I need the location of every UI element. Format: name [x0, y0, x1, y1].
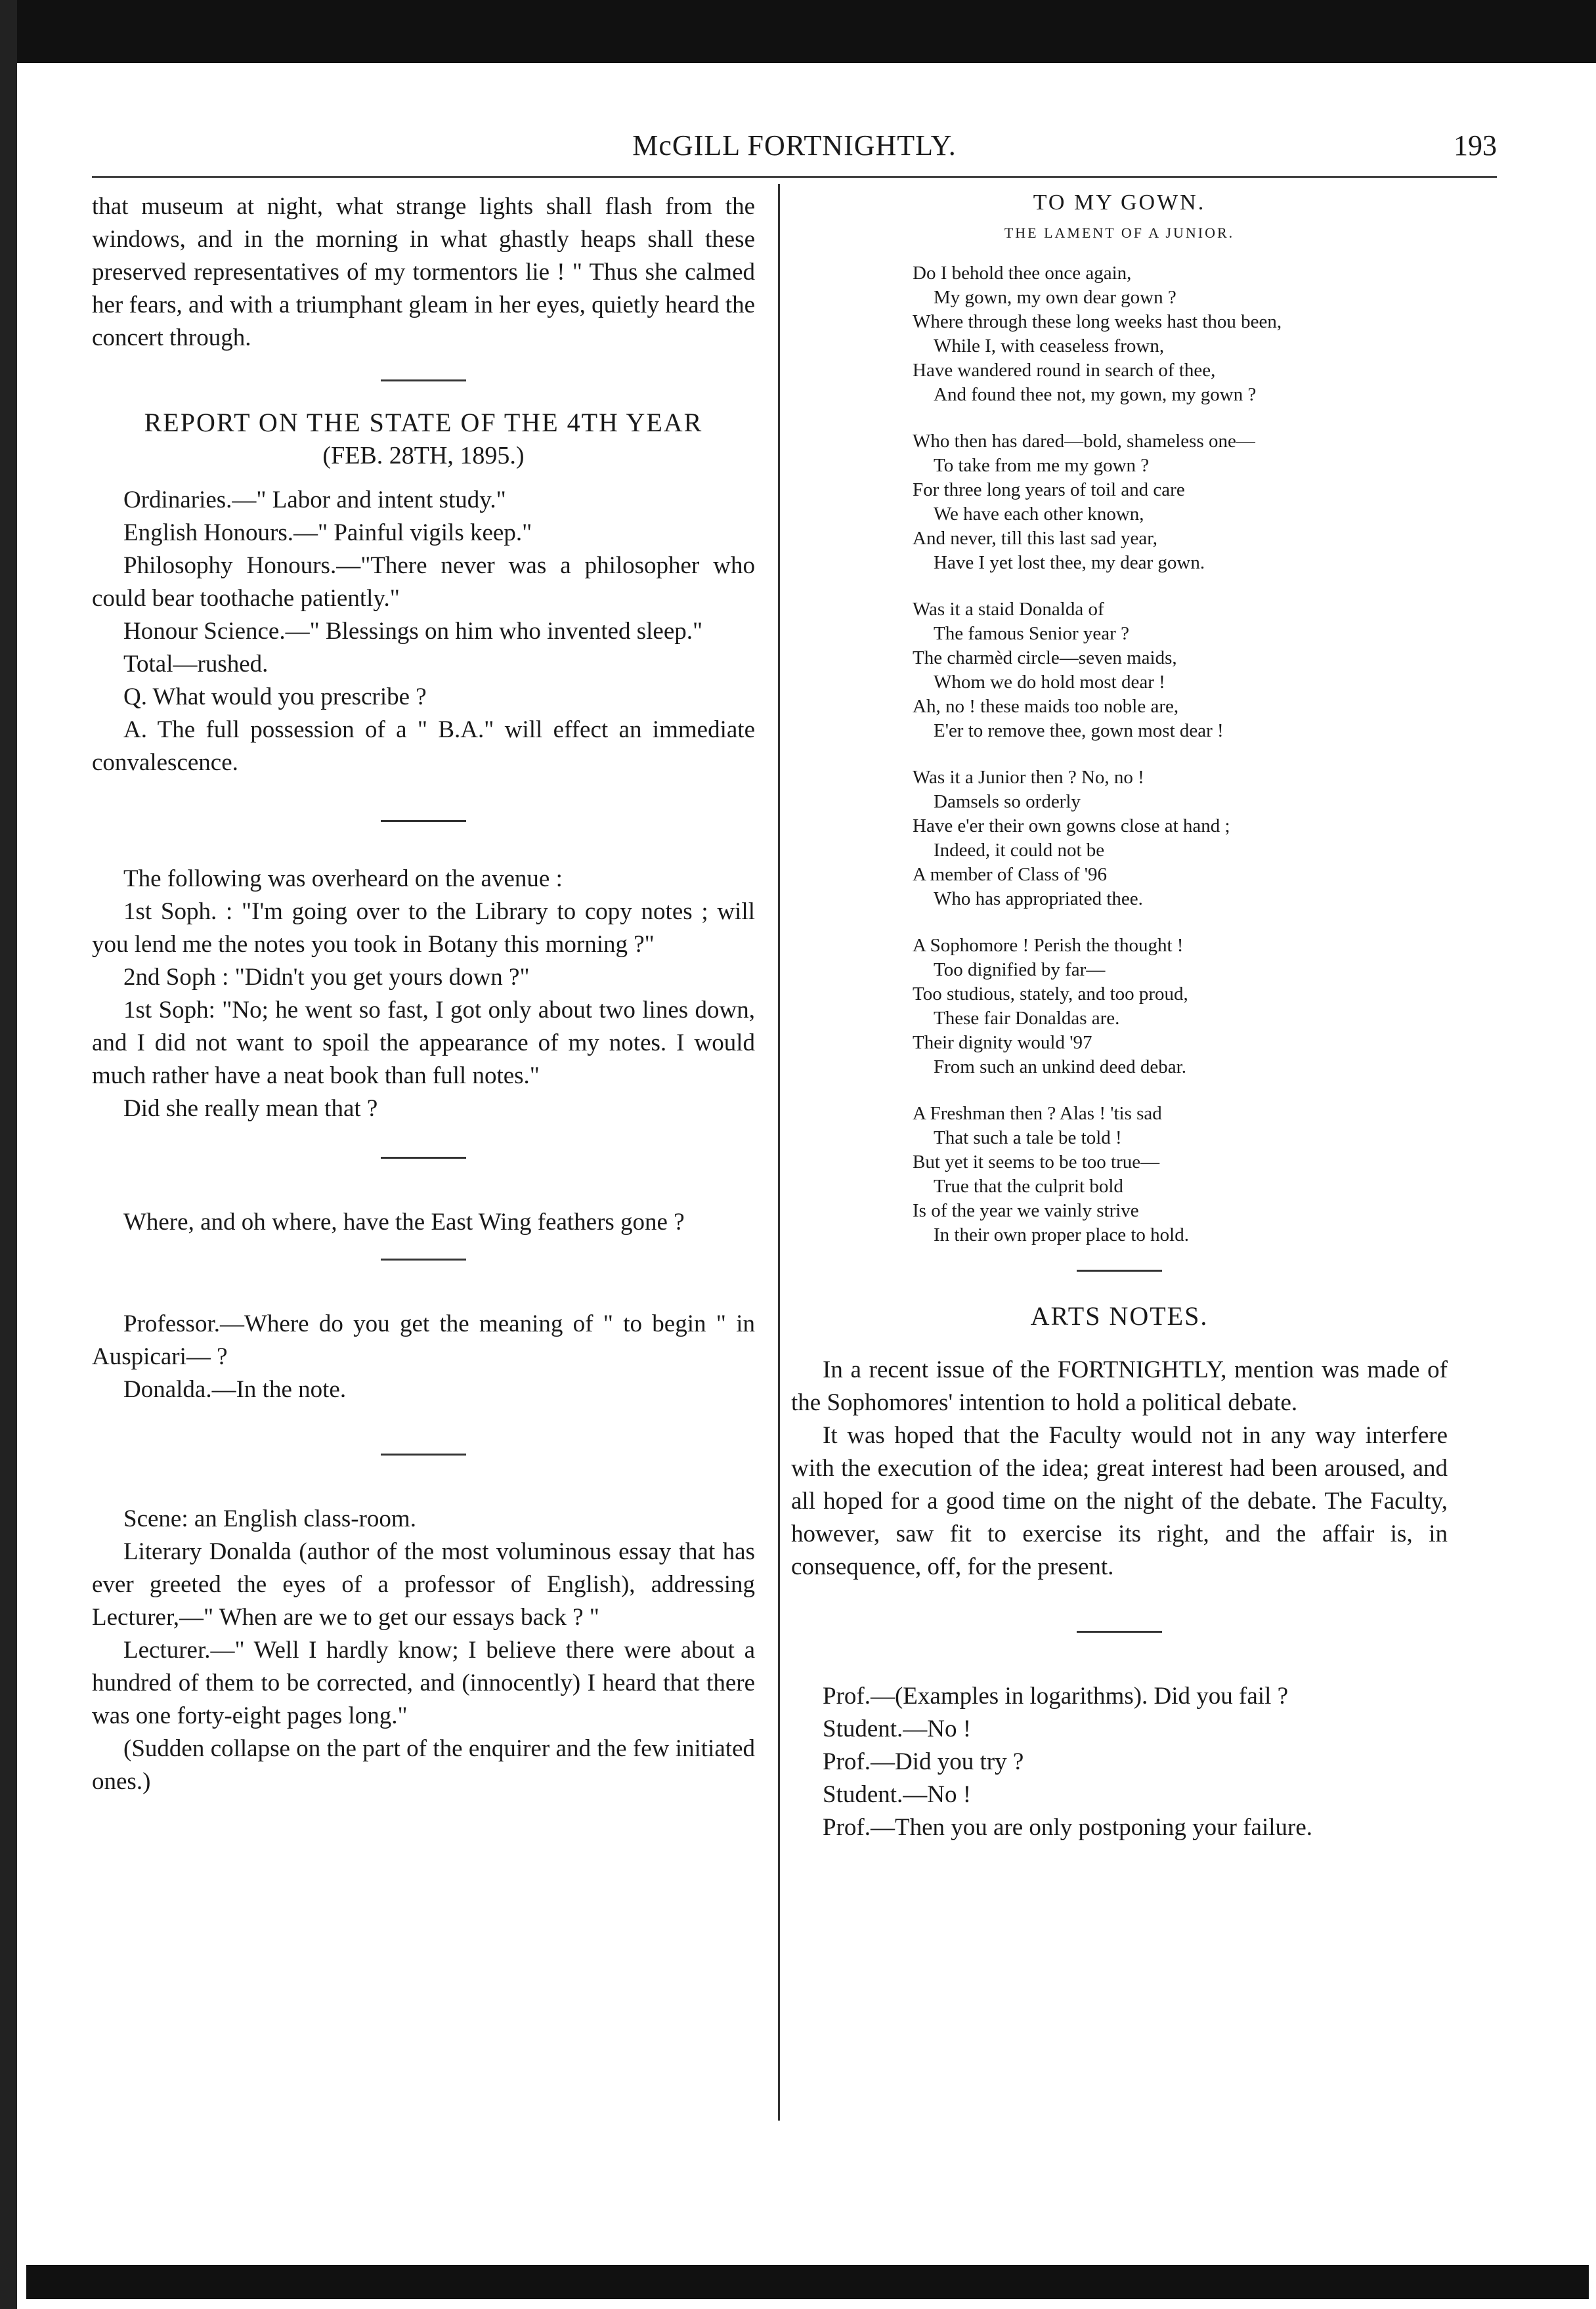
dialogue-line: Prof.—Then you are only postponing your failure.	[823, 1814, 1313, 1841]
poem-line: Who then has dared—bold, shameless one—	[913, 431, 1255, 452]
poem-line: Have I yet lost thee, my dear gown.	[934, 552, 1205, 573]
scan-border-top	[0, 0, 1596, 63]
report-line: Total—rushed.	[123, 651, 269, 678]
poem-line: Who has appropriated thee.	[934, 888, 1143, 909]
poem-subtitle: THE LAMENT OF A JUNIOR.	[1004, 225, 1235, 241]
poem-line: We have each other known,	[934, 504, 1144, 525]
scene-line: (Sudden collapse on the part of the enquirer and the few initiated ones.)	[92, 1735, 755, 1795]
poem-line: The charmèd circle—seven maids,	[913, 647, 1177, 668]
poem-line: Do I behold thee once again,	[913, 263, 1132, 284]
report-line: Ordinaries.—" Labor and intent study."	[123, 486, 506, 513]
running-title: McGILL FORTNIGHTLY.	[632, 129, 957, 162]
report-line: English Honours.—" Painful vigils keep."	[123, 519, 532, 546]
professor-line: Donalda.—In the note.	[123, 1376, 347, 1403]
poem-stanza	[791, 261, 1448, 407]
report-line: Honour Science.—" Blessings on him who invented sleep."	[123, 618, 703, 645]
professor-line: Professor.—Where do you get the meaning of " to begin " in Auspicari— ?	[92, 1310, 755, 1370]
arts-notes	[791, 1354, 1448, 1844]
poem-line: In their own proper place to hold.	[934, 1224, 1189, 1245]
poem-line: My gown, my own dear gown ?	[934, 287, 1176, 308]
poem-line: And found thee not, my gown, my gown ?	[934, 384, 1257, 405]
poem-stanza	[791, 429, 1448, 575]
left-column	[92, 190, 755, 1798]
poem-stanza	[791, 766, 1448, 911]
page-number: 193	[1454, 129, 1497, 162]
dialogue-line: Prof.—Did you try ?	[823, 1748, 1024, 1775]
poem-line: For three long years of toil and care	[913, 479, 1185, 500]
page-header	[92, 129, 1497, 168]
poem-line: A member of Class of '96	[913, 864, 1107, 885]
report-line: A. The full possession of a " B.A." will effect an immediate convalescence.	[92, 716, 755, 776]
poem-line: Was it a staid Donalda of	[913, 599, 1104, 620]
poem-line: The famous Senior year ?	[934, 623, 1129, 644]
right-column	[791, 190, 1448, 1844]
poem-line: These fair Donaldas are.	[934, 1008, 1120, 1029]
poem-line: A Sophomore ! Perish the thought !	[913, 935, 1184, 956]
arts-paragraph: It was hoped that the Faculty would not in any way interfere with the execution of the idea; great interest had been aroused, and all hoped for a good time on the night of the debate. The Faculty, however, saw fit to exercise its right, and the affair is, in consequence, off, for the present.	[791, 1422, 1448, 1580]
separator	[381, 379, 466, 381]
arts-paragraph: In a recent issue of the FORTNIGHTLY, mention was made of the Sophomores' intention to hold a political debate.	[791, 1356, 1448, 1416]
separator	[381, 1259, 466, 1261]
poem-line: Whom we do hold most dear !	[934, 672, 1165, 693]
overheard-line: 1st Soph: "No; he went so fast, I got only about two lines down, and I did not want to spoil the appearance of my notes. I would much rather have a neat book than full notes."	[92, 997, 755, 1089]
overheard-line: The following was overheard on the avenue :	[123, 865, 563, 892]
poem-line: But yet it seems to be too true—	[913, 1152, 1160, 1173]
dialogue-line: Student.—No !	[823, 1716, 972, 1742]
header-rule	[92, 176, 1497, 178]
scene-line: Lecturer.—" Well I hardly know; I believe there were about a hundred of them to be corrected, and (innocently) I heard that there was one forty-eight pages long."	[92, 1637, 755, 1729]
poem-line: While I, with ceaseless frown,	[934, 335, 1165, 356]
overheard-line: Did she really mean that ?	[123, 1095, 378, 1122]
poem-line: Indeed, it could not be	[934, 840, 1105, 861]
scan-border-left	[0, 0, 17, 2309]
poem-line: Was it a Junior then ? No, no !	[913, 767, 1144, 788]
poem-title: TO MY GOWN.	[1033, 190, 1206, 215]
poem-stanza	[791, 1102, 1448, 1247]
poem-line: Too studious, stately, and too proud,	[913, 983, 1188, 1004]
dialogue-line: Prof.—(Examples in logarithms). Did you fail ?	[823, 1683, 1289, 1710]
poem-line: To take from me my gown ?	[934, 455, 1150, 476]
report-line: Philosophy Honours.—"There never was a philosopher who could bear toothache patiently."	[92, 552, 755, 612]
separator	[381, 1454, 466, 1456]
report-line: Q. What would you prescribe ?	[123, 683, 427, 710]
scene-line: Scene: an English class-room.	[123, 1505, 416, 1532]
poem-line: Where through these long weeks hast thou been,	[913, 311, 1282, 332]
separator	[1077, 1631, 1162, 1633]
poem-line: Damsels so orderly	[934, 791, 1081, 812]
poem-stanza	[791, 934, 1448, 1079]
poem-line: True that the culprit bold	[934, 1176, 1123, 1197]
poem-line: Have e'er their own gowns close at hand ;	[913, 815, 1230, 836]
overheard-line: 1st Soph. : "I'm going over to the Library to copy notes ; will you lend me the notes you took in Botany this morning ?"	[92, 898, 755, 958]
poem-line: A Freshman then ? Alas ! 'tis sad	[913, 1103, 1162, 1124]
scan-border-bottom	[26, 2265, 1589, 2299]
poem-line: Their dignity would '97	[913, 1032, 1092, 1053]
poem-line: Ah, no ! these maids too noble are,	[913, 696, 1179, 717]
poem-line: Have wandered round in search of thee,	[913, 360, 1216, 381]
intro-paragraph: that museum at night, what strange lights shall flash from the windows, and in the morning in what ghastly heaps shall these preserved representatives of my tormentors lie ! " Thus she calmed her fears, and with a triumphant gleam in her eyes, quietly heard the concert through.	[92, 193, 755, 351]
separator	[381, 820, 466, 822]
arts-notes-title: ARTS NOTES.	[1030, 1301, 1209, 1331]
poem-line: From such an unkind deed debar.	[934, 1056, 1186, 1077]
poem-line: And never, till this last sad year,	[913, 528, 1157, 549]
scene-line: Literary Donalda (author of the most voluminous essay that has ever greeted the eyes of a professor of English), addressing Lecturer,—" When are we to get our essays back ? "	[92, 1538, 755, 1631]
dialogue-line: Student.—No !	[823, 1781, 972, 1808]
overheard-line: 2nd Soph : "Didn't you get yours down ?"	[123, 964, 530, 991]
report-title: REPORT ON THE STATE OF THE 4TH YEAR	[144, 408, 703, 437]
column-divider	[778, 184, 780, 2121]
poem-line: E'er to remove thee, gown most dear !	[934, 720, 1224, 741]
poem-line: Too dignified by far—	[934, 959, 1106, 980]
separator	[1077, 1270, 1162, 1272]
poem-line: That such a tale be told !	[934, 1127, 1122, 1148]
report-date: (FEB. 28TH, 1895.)	[322, 442, 525, 469]
separator	[381, 1157, 466, 1159]
poem-stanza	[791, 597, 1448, 743]
poem-line: Is of the year we vainly strive	[913, 1200, 1139, 1221]
east-wing-paragraph: Where, and oh where, have the East Wing feathers gone ?	[123, 1209, 685, 1236]
